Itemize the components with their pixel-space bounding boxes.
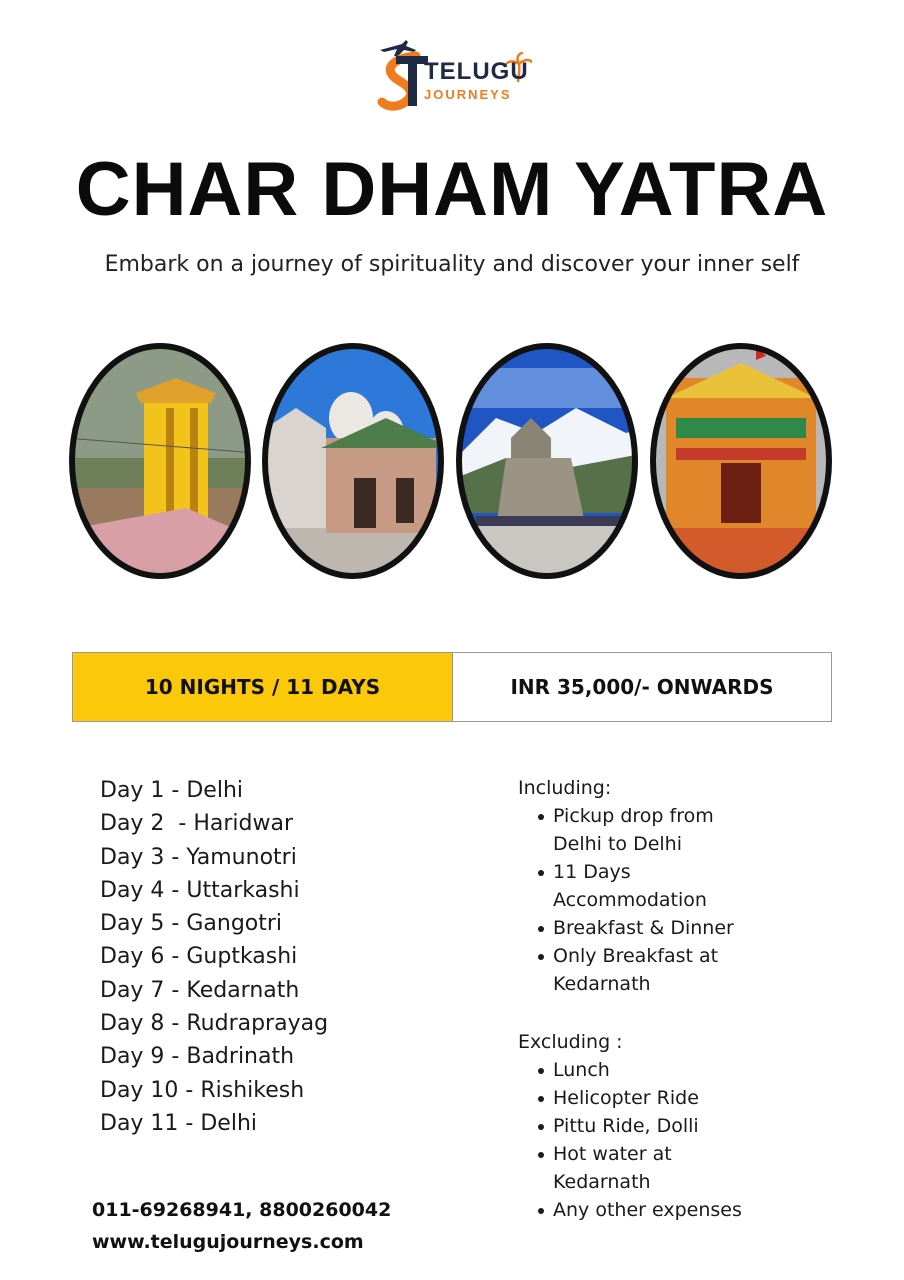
itinerary-day: Day 1 - Delhi <box>100 778 243 803</box>
excluding-heading: Excluding : <box>518 1031 623 1053</box>
package-duration: 10 NIGHTS / 11 DAYS <box>73 653 453 721</box>
website-link[interactable]: www.telugujourneys.com <box>92 1231 364 1253</box>
itinerary-day: Day 6 - Guptkashi <box>100 944 298 970</box>
kedarnath-temple-photo <box>456 338 646 584</box>
gangotri-temple-photo <box>256 338 456 584</box>
page-title: CHAR DHAM YATRA <box>75 147 829 232</box>
including-list <box>536 802 838 998</box>
package-summary-bar <box>72 652 832 722</box>
package-price: INR 35,000/- ONWARDS <box>510 675 774 699</box>
excluding-item: Hot water at Kedarnath <box>536 1140 746 1196</box>
excluding-item: Helicopter Ride <box>536 1084 746 1112</box>
itinerary-day: Day 2 - Haridwar <box>100 811 294 837</box>
temple-photos <box>66 338 846 584</box>
contact-phones: 011-69268941, 8800260042 <box>92 1199 392 1221</box>
brand-name-top: TELUGU <box>424 58 529 85</box>
including-heading: Including: <box>518 777 612 799</box>
itinerary-day: Day 3 - Yamunotri <box>100 844 297 870</box>
itinerary-day: Day 5 - Gangotri <box>100 911 283 937</box>
including-item: Breakfast & Dinner <box>536 914 746 942</box>
page-subtitle: Embark on a journey of spirituality and discover your inner self <box>104 252 800 277</box>
contact-info <box>92 1194 391 1258</box>
itinerary-day: Day 9 - Badrinath <box>100 1044 295 1070</box>
itinerary-day: Day 7 - Kedarnath <box>100 977 300 1003</box>
excluding-list <box>536 1056 838 1224</box>
yamunotri-temple-photo <box>66 338 256 584</box>
itinerary-day: Day 4 - Uttarkashi <box>100 877 300 903</box>
itinerary-day: Day 10 - Rishikesh <box>100 1077 305 1103</box>
including-item: 11 Days Accommodation <box>536 858 746 914</box>
brand-name-bottom: JOURNEYS <box>424 87 512 102</box>
including-item: Only Breakfast at Kedarnath <box>536 942 746 998</box>
excluding-item: Lunch <box>536 1056 746 1084</box>
excluding-item: Any other expenses <box>536 1196 746 1224</box>
itinerary-list <box>100 774 328 1140</box>
itinerary-day: Day 8 - Rudraprayag <box>100 1011 329 1037</box>
including-item: Pickup drop from Delhi to Delhi <box>536 802 746 858</box>
excluding-item: Pittu Ride, Dolli <box>536 1112 746 1140</box>
itinerary-day: Day 11 - Delhi <box>100 1110 257 1136</box>
inclusions-exclusions <box>518 774 838 1224</box>
